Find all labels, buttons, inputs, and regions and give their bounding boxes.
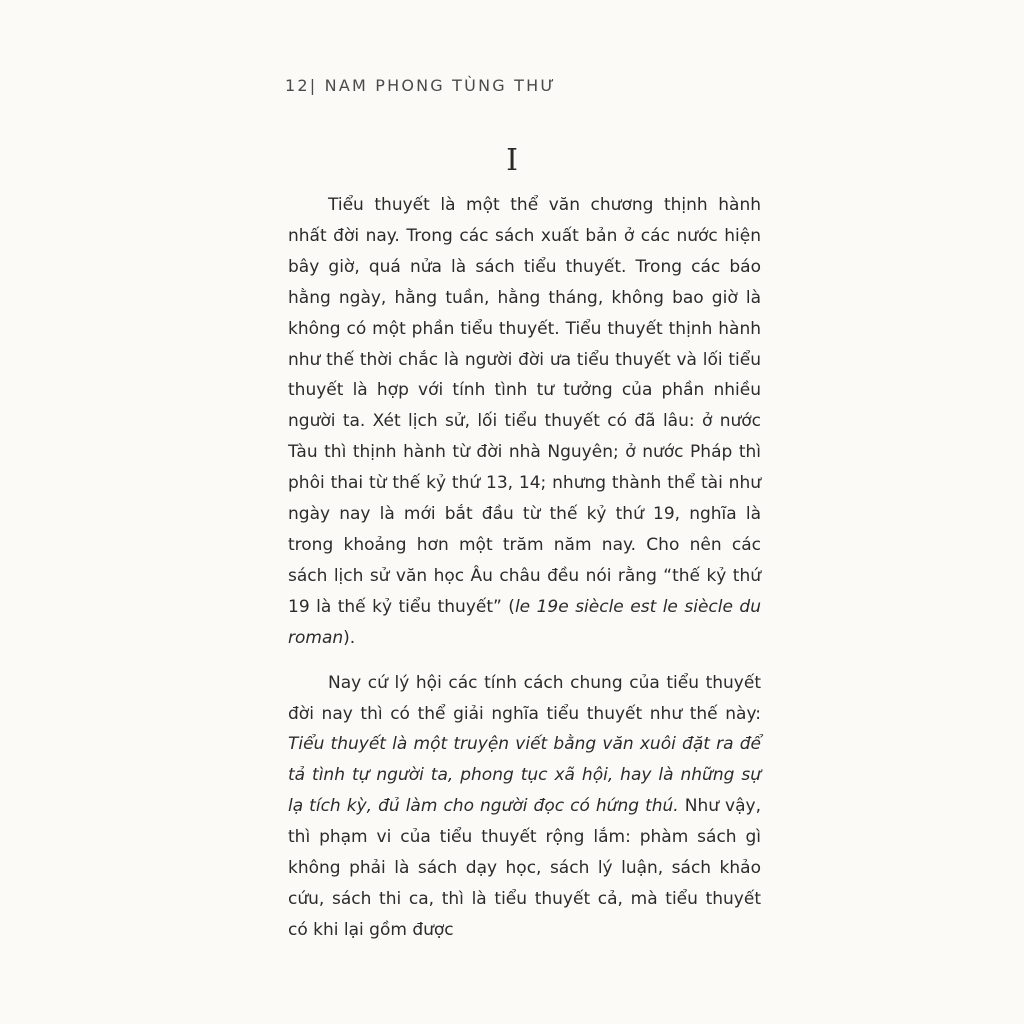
running-title: NAM PHONG TÙNG THƯ bbox=[324, 76, 557, 95]
paragraph-2 bbox=[288, 668, 761, 946]
paragraph-2-text: Nay cứ lý hội các tính cách chung của tiểu thuyết đời nay thì có thể giải nghĩa tiểu thuyết như thế này: bbox=[288, 672, 761, 724]
page-number: 12 bbox=[285, 76, 310, 95]
chapter-number: I bbox=[506, 143, 518, 178]
paragraph-2-italic: Tiểu thuyết là một truyện viết bằng văn xuôi đặt ra để tả tình tự người ta, phong tục xã hội, hay là những sự lạ tích kỳ, đủ làm cho người đọc có hứng thú. bbox=[288, 734, 761, 817]
paragraph-1-italic: le 19e siècle est le siècle du roman bbox=[288, 596, 761, 648]
paragraph-1-text: Tiểu thuyết là một thể văn chương thịnh hành nhất đời nay. Trong các sách xuất bản ở các nước hiện bây giờ, quá nửa là sách tiểu thuyết. Trong các báo hằng ngày, hằng tuần, hằng tháng, không bao giờ là không có một phần tiểu thuyết. Tiểu thuyết thịnh hành như thế thời chắc là người đời ưa tiểu thuyết và lối tiểu thuyết là hợp với tính tình tư tưởng của phần nhiều người ta. Xét lịch sử, lối tiểu thuyết có đã lâu: ở nước Tàu thì thịnh hành từ đời nhà Nguyên; ở nước Pháp thì phôi thai từ thế kỷ thứ 13, 14; nhưng thành thể tài như ngày nay là mới bắt đầu từ thế kỷ thứ 19, nghĩa là trong khoảng hơn một trăm năm nay. Cho nên các sách lịch sử văn học Âu châu đều nói rằng “thế kỷ thứ 19 là thế kỷ tiểu thuyết” ( bbox=[288, 195, 761, 617]
paragraph-2-tail: Như vậy, thì phạm vi của tiểu thuyết rộng lắm: phàm sách gì không phải là sách dạy học, sách lý luận, sách khảo cứu, sách thi ca, thì là tiểu thuyết cả, mà tiểu thuyết có khi lại gồm được bbox=[288, 796, 761, 940]
paragraph-1-tail: ). bbox=[343, 627, 356, 648]
header-separator: | bbox=[309, 76, 318, 95]
paragraph-1 bbox=[288, 190, 761, 654]
body-text bbox=[288, 190, 761, 946]
running-header bbox=[285, 76, 556, 95]
